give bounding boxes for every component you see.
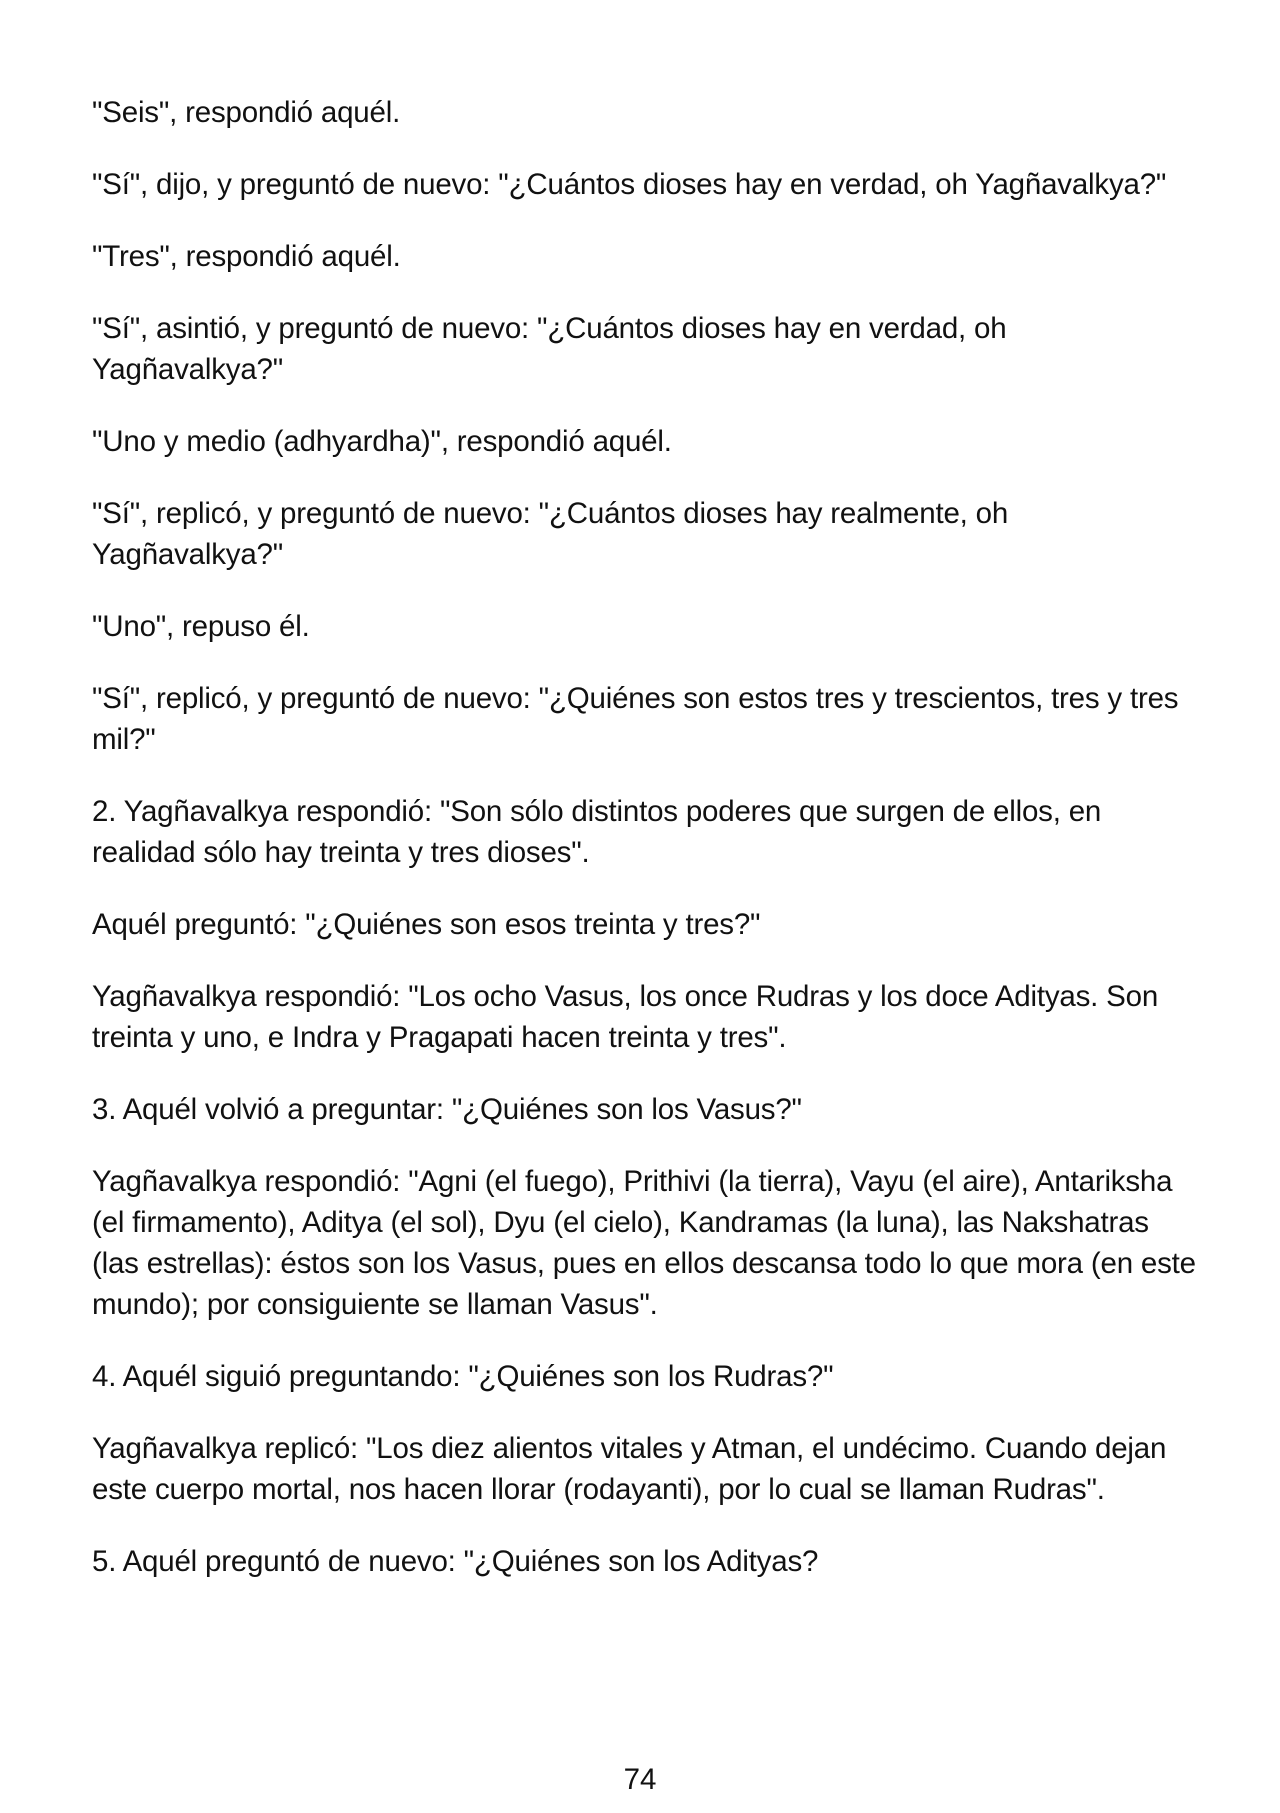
- paragraph-10: Aquél preguntó: "¿Quiénes son esos treinta y tres?": [92, 908, 761, 941]
- paragraph-2: "Sí", dijo, y preguntó de nuevo: "¿Cuántos dioses hay en verdad, oh Yagñavalkya?": [92, 168, 1167, 201]
- paragraph-4: "Sí", asintió, y preguntó de nuevo: "¿Cuántos dioses hay en verdad, oh Yagñavalkya?": [92, 312, 1007, 386]
- page-number: 74: [623, 1763, 657, 1796]
- paragraph-6: "Sí", replicó, y preguntó de nuevo: "¿Cuántos dioses hay realmente, oh Yagñavalkya?": [92, 497, 1009, 571]
- paragraph-8: "Sí", replicó, y preguntó de nuevo: "¿Quiénes son estos tres y trescientos, tres y tres mil?": [92, 682, 1179, 756]
- paragraph-3: "Tres", respondió aquél.: [92, 240, 401, 273]
- paragraph-7: "Uno", repuso él.: [92, 610, 310, 643]
- paragraph-12: 3. Aquél volvió a preguntar: "¿Quiénes son los Vasus?": [92, 1093, 802, 1126]
- paragraph-9: 2. Yagñavalkya respondió: "Son sólo distintos poderes que surgen de ellos, en realidad sólo hay treinta y tres dioses".: [92, 795, 1102, 869]
- paragraph-15: Yagñavalkya replicó: "Los diez alientos vitales y Atman, el undécimo. Cuando dejan este cuerpo mortal, nos hacen llorar (rodayanti), por lo cual se llaman Rudras".: [92, 1432, 1167, 1506]
- paragraph-1: "Seis", respondió aquél.: [92, 96, 401, 129]
- paragraph-14: 4. Aquél siguió preguntando: "¿Quiénes son los Rudras?": [92, 1360, 834, 1393]
- paragraph-5: "Uno y medio (adhyardha)", respondió aquél.: [92, 425, 672, 458]
- paragraph-11: Yagñavalkya respondió: "Los ocho Vasus, los once Rudras y los doce Adityas. Son treinta y uno, e Indra y Pragapati hacen treinta y tres".: [92, 980, 1159, 1054]
- paragraph-13: Yagñavalkya respondió: "Agni (el fuego), Prithivi (la tierra), Vayu (el aire), Antariksha (el firmamento), Aditya (el sol), Dyu (el cielo), Kandramas (la luna), las Nakshatras (las estrellas): éstos son los Vasus, pues en ellos descansa todo lo que mora (en este mundo); por consiguiente se llaman Vasus".: [92, 1165, 1196, 1321]
- body-text: [92, 92, 1202, 1613]
- paragraph-16: 5. Aquél preguntó de nuevo: "¿Quiénes son los Adityas?: [92, 1545, 819, 1578]
